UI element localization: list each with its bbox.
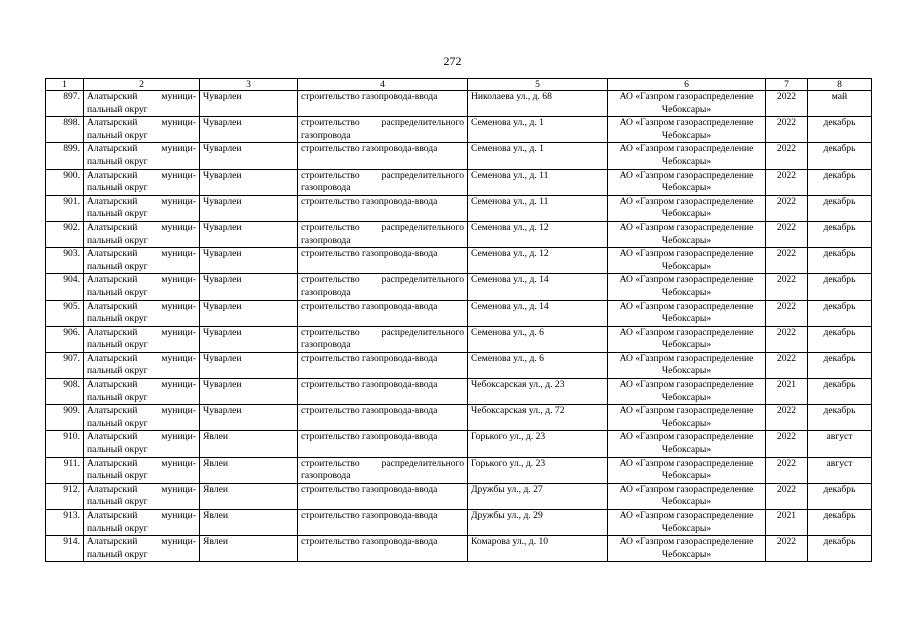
month-cell: август — [808, 431, 872, 457]
year-cell: 2022 — [766, 169, 808, 195]
district-cell: Алатырский муници-пальный округ — [84, 405, 200, 431]
settlement-cell: Явлеи — [200, 457, 298, 483]
work-type-cell: строительство распределительного газопровода — [298, 117, 468, 143]
organization-cell: АО «Газпром газораспределение Чебоксары» — [608, 326, 766, 352]
year-cell: 2022 — [766, 195, 808, 221]
district-cell: Алатырский муници-пальный округ — [84, 326, 200, 352]
table-row — [46, 405, 872, 431]
table-row — [46, 143, 872, 169]
settlement-cell: Чуварлеи — [200, 169, 298, 195]
district-cell: Алатырский муници-пальный округ — [84, 536, 200, 562]
table-row — [46, 221, 872, 247]
row-number: 901. — [46, 195, 84, 221]
row-number: 897. — [46, 91, 84, 117]
header-col-5: 5 — [468, 79, 608, 91]
work-type-cell: строительство газопровода-ввода — [298, 379, 468, 405]
address-cell: Семенова ул., д. 1 — [468, 143, 608, 169]
address-cell: Николаева ул., д. 68 — [468, 91, 608, 117]
row-number: 903. — [46, 248, 84, 274]
month-cell: декабрь — [808, 483, 872, 509]
organization-cell: АО «Газпром газораспределение Чебоксары» — [608, 195, 766, 221]
work-type-cell: строительство газопровода-ввода — [298, 143, 468, 169]
table-row — [46, 352, 872, 378]
address-cell: Комарова ул., д. 10 — [468, 536, 608, 562]
year-cell: 2021 — [766, 510, 808, 536]
settlement-cell: Чуварлеи — [200, 248, 298, 274]
settlement-cell: Чуварлеи — [200, 221, 298, 247]
organization-cell: АО «Газпром газораспределение Чебоксары» — [608, 143, 766, 169]
address-cell: Семенова ул., д. 12 — [468, 248, 608, 274]
district-cell: Алатырский муници-пальный округ — [84, 221, 200, 247]
work-type-cell: строительство распределительного газопровода — [298, 169, 468, 195]
table-row — [46, 510, 872, 536]
settlement-cell: Явлеи — [200, 510, 298, 536]
table-row — [46, 431, 872, 457]
organization-cell: АО «Газпром газораспределение Чебоксары» — [608, 431, 766, 457]
address-cell: Дружбы ул., д. 27 — [468, 483, 608, 509]
settlement-cell: Чуварлеи — [200, 143, 298, 169]
address-cell: Семенова ул., д. 11 — [468, 169, 608, 195]
month-cell: декабрь — [808, 352, 872, 378]
district-cell: Алатырский муници-пальный округ — [84, 483, 200, 509]
row-number: 907. — [46, 352, 84, 378]
organization-cell: АО «Газпром газораспределение Чебоксары» — [608, 379, 766, 405]
address-cell: Семенова ул., д. 11 — [468, 195, 608, 221]
work-type-cell: строительство газопровода-ввода — [298, 405, 468, 431]
row-number: 911. — [46, 457, 84, 483]
year-cell: 2022 — [766, 274, 808, 300]
month-cell: май — [808, 91, 872, 117]
organization-cell: АО «Газпром газораспределение Чебоксары» — [608, 117, 766, 143]
table-row — [46, 248, 872, 274]
settlement-cell: Явлеи — [200, 483, 298, 509]
document-table — [45, 78, 872, 562]
organization-cell: АО «Газпром газораспределение Чебоксары» — [608, 457, 766, 483]
year-cell: 2022 — [766, 143, 808, 169]
row-number: 904. — [46, 274, 84, 300]
year-cell: 2021 — [766, 379, 808, 405]
district-cell: Алатырский муници-пальный округ — [84, 169, 200, 195]
year-cell: 2022 — [766, 91, 808, 117]
month-cell: декабрь — [808, 510, 872, 536]
settlement-cell: Чуварлеи — [200, 117, 298, 143]
year-cell: 2022 — [766, 405, 808, 431]
row-number: 914. — [46, 536, 84, 562]
work-type-cell: строительство газопровода-ввода — [298, 91, 468, 117]
district-cell: Алатырский муници-пальный округ — [84, 117, 200, 143]
year-cell: 2022 — [766, 326, 808, 352]
work-type-cell: строительство газопровода-ввода — [298, 195, 468, 221]
row-number: 908. — [46, 379, 84, 405]
table-header — [46, 79, 872, 91]
district-cell: Алатырский муници-пальный округ — [84, 457, 200, 483]
header-col-8: 8 — [808, 79, 872, 91]
table-row — [46, 457, 872, 483]
address-cell: Семенова ул., д. 14 — [468, 274, 608, 300]
district-cell: Алатырский муници-пальный округ — [84, 248, 200, 274]
month-cell: декабрь — [808, 248, 872, 274]
organization-cell: АО «Газпром газораспределение Чебоксары» — [608, 274, 766, 300]
work-type-cell: строительство газопровода-ввода — [298, 248, 468, 274]
header-col-6: 6 — [608, 79, 766, 91]
header-col-2: 2 — [84, 79, 200, 91]
header-col-1: 1 — [46, 79, 84, 91]
month-cell: декабрь — [808, 536, 872, 562]
organization-cell: АО «Газпром газораспределение Чебоксары» — [608, 248, 766, 274]
work-type-cell: строительство газопровода-ввода — [298, 352, 468, 378]
organization-cell: АО «Газпром газораспределение Чебоксары» — [608, 221, 766, 247]
settlement-cell: Чуварлеи — [200, 91, 298, 117]
table-row — [46, 274, 872, 300]
month-cell: декабрь — [808, 169, 872, 195]
address-cell: Горького ул., д. 23 — [468, 431, 608, 457]
district-cell: Алатырский муници-пальный округ — [84, 143, 200, 169]
work-type-cell: строительство распределительного газопровода — [298, 274, 468, 300]
month-cell: декабрь — [808, 117, 872, 143]
organization-cell: АО «Газпром газораспределение Чебоксары» — [608, 91, 766, 117]
organization-cell: АО «Газпром газораспределение Чебоксары» — [608, 483, 766, 509]
row-number: 912. — [46, 483, 84, 509]
address-cell: Чебоксарская ул., д. 23 — [468, 379, 608, 405]
work-type-cell: строительство газопровода-ввода — [298, 536, 468, 562]
district-cell: Алатырский муници-пальный округ — [84, 91, 200, 117]
table-row — [46, 326, 872, 352]
year-cell: 2022 — [766, 248, 808, 274]
table-row — [46, 483, 872, 509]
address-cell: Семенова ул., д. 14 — [468, 300, 608, 326]
settlement-cell: Чуварлеи — [200, 405, 298, 431]
address-cell: Дружбы ул., д. 29 — [468, 510, 608, 536]
year-cell: 2022 — [766, 300, 808, 326]
row-number: 913. — [46, 510, 84, 536]
row-number: 899. — [46, 143, 84, 169]
settlement-cell: Явлеи — [200, 536, 298, 562]
district-cell: Алатырский муници-пальный округ — [84, 352, 200, 378]
settlement-cell: Явлеи — [200, 431, 298, 457]
address-cell: Семенова ул., д. 6 — [468, 326, 608, 352]
settlement-cell: Чуварлеи — [200, 274, 298, 300]
work-type-cell: строительство газопровода-ввода — [298, 431, 468, 457]
month-cell: август — [808, 457, 872, 483]
organization-cell: АО «Газпром газораспределение Чебоксары» — [608, 510, 766, 536]
address-cell: Семенова ул., д. 1 — [468, 117, 608, 143]
table-row — [46, 117, 872, 143]
district-cell: Алатырский муници-пальный округ — [84, 274, 200, 300]
address-cell: Горького ул., д. 23 — [468, 457, 608, 483]
year-cell: 2022 — [766, 117, 808, 143]
organization-cell: АО «Газпром газораспределение Чебоксары» — [608, 352, 766, 378]
work-type-cell: строительство распределительного газопровода — [298, 221, 468, 247]
row-number: 902. — [46, 221, 84, 247]
organization-cell: АО «Газпром газораспределение Чебоксары» — [608, 536, 766, 562]
row-number: 906. — [46, 326, 84, 352]
address-cell: Чебоксарская ул., д. 72 — [468, 405, 608, 431]
month-cell: декабрь — [808, 300, 872, 326]
month-cell: декабрь — [808, 405, 872, 431]
organization-cell: АО «Газпром газораспределение Чебоксары» — [608, 405, 766, 431]
page-number: 272 — [443, 54, 462, 68]
settlement-cell: Чуварлеи — [200, 300, 298, 326]
table-row — [46, 300, 872, 326]
row-number: 910. — [46, 431, 84, 457]
month-cell: декабрь — [808, 195, 872, 221]
header-col-3: 3 — [200, 79, 298, 91]
work-type-cell: строительство газопровода-ввода — [298, 510, 468, 536]
district-cell: Алатырский муници-пальный округ — [84, 300, 200, 326]
header-row — [46, 79, 872, 91]
settlement-cell: Чуварлеи — [200, 195, 298, 221]
year-cell: 2022 — [766, 221, 808, 247]
work-type-cell: строительство газопровода-ввода — [298, 300, 468, 326]
month-cell: декабрь — [808, 274, 872, 300]
year-cell: 2022 — [766, 457, 808, 483]
table-row — [46, 169, 872, 195]
district-cell: Алатырский муници-пальный округ — [84, 431, 200, 457]
work-type-cell: строительство газопровода-ввода — [298, 483, 468, 509]
month-cell: декабрь — [808, 143, 872, 169]
settlement-cell: Чуварлеи — [200, 326, 298, 352]
row-number: 905. — [46, 300, 84, 326]
row-number: 909. — [46, 405, 84, 431]
month-cell: декабрь — [808, 221, 872, 247]
district-cell: Алатырский муници-пальный округ — [84, 195, 200, 221]
month-cell: декабрь — [808, 326, 872, 352]
month-cell: декабрь — [808, 379, 872, 405]
settlement-cell: Чуварлеи — [200, 379, 298, 405]
settlement-cell: Чуварлеи — [200, 352, 298, 378]
row-number: 900. — [46, 169, 84, 195]
header-col-7: 7 — [766, 79, 808, 91]
table-row — [46, 536, 872, 562]
year-cell: 2022 — [766, 431, 808, 457]
row-number: 898. — [46, 117, 84, 143]
district-cell: Алатырский муници-пальный округ — [84, 510, 200, 536]
organization-cell: АО «Газпром газораспределение Чебоксары» — [608, 300, 766, 326]
address-cell: Семенова ул., д. 6 — [468, 352, 608, 378]
table-row — [46, 91, 872, 117]
table-row — [46, 379, 872, 405]
district-cell: Алатырский муници-пальный округ — [84, 379, 200, 405]
table-row — [46, 195, 872, 221]
work-type-cell: строительство распределительного газопровода — [298, 457, 468, 483]
table-body — [46, 91, 872, 562]
work-type-cell: строительство распределительного газопровода — [298, 326, 468, 352]
year-cell: 2022 — [766, 352, 808, 378]
year-cell: 2022 — [766, 536, 808, 562]
header-col-4: 4 — [298, 79, 468, 91]
address-cell: Семенова ул., д. 12 — [468, 221, 608, 247]
year-cell: 2022 — [766, 483, 808, 509]
organization-cell: АО «Газпром газораспределение Чебоксары» — [608, 169, 766, 195]
